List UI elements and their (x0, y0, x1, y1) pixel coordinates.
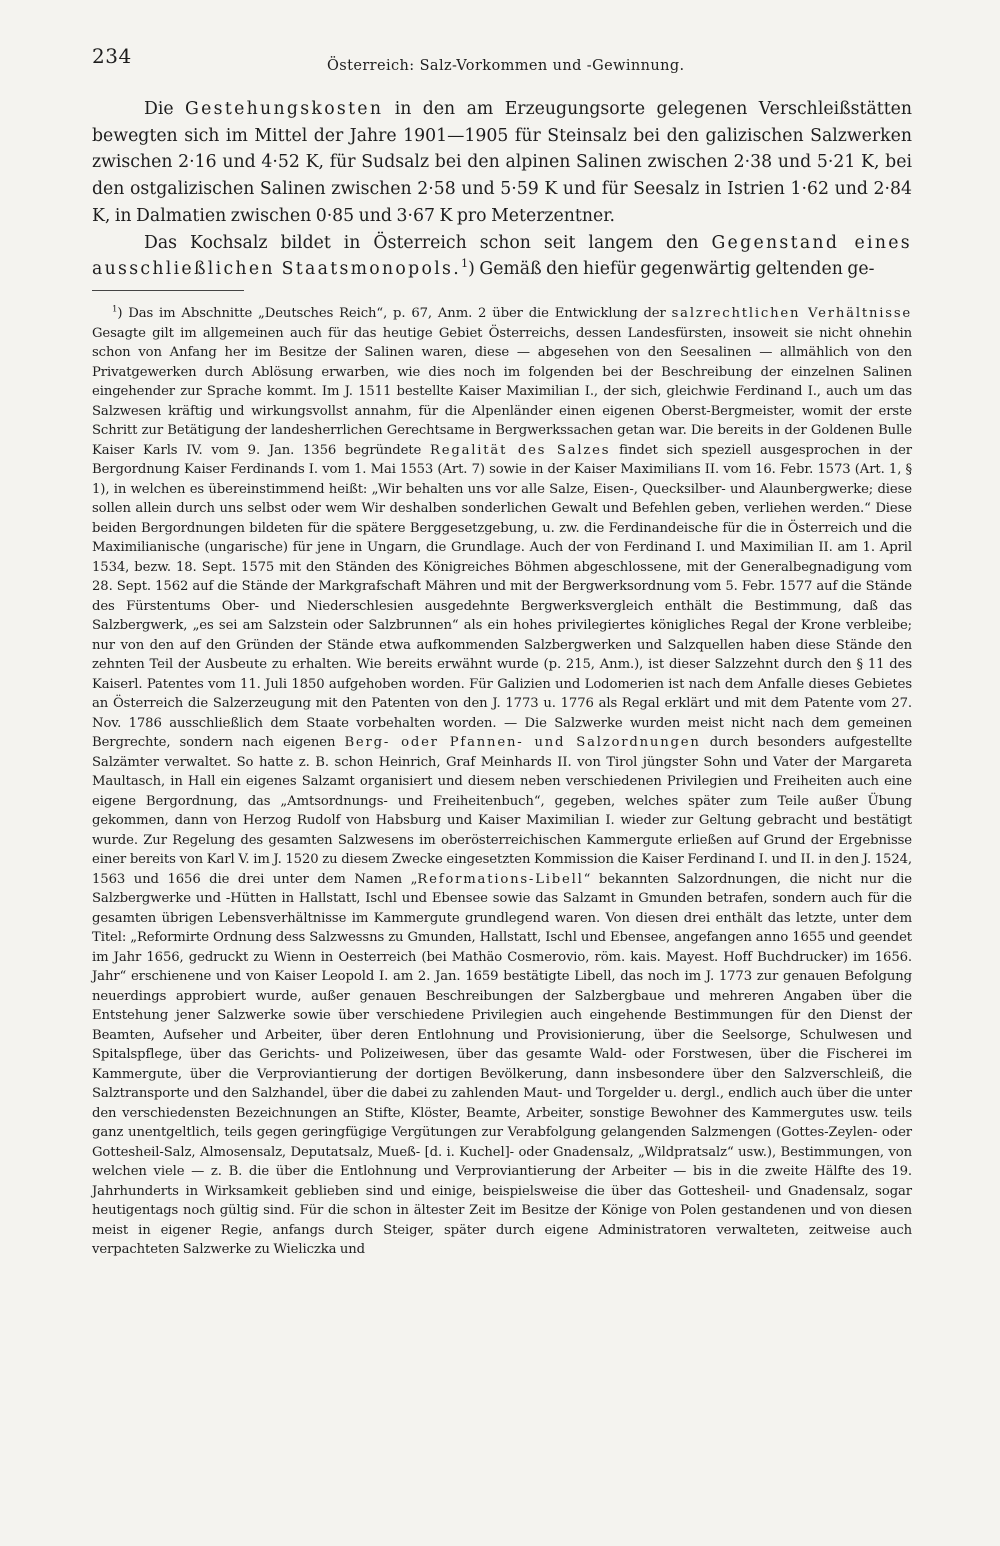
paragraph-production-costs (92, 96, 912, 230)
text-run: ) Das im Abschnitte „Deutsches Reich“, p. 67, Anm. 2 über die Entwicklung der (117, 306, 666, 321)
page-number: 234 (92, 44, 132, 68)
spaced-term: Reformations-Libell (417, 871, 584, 887)
paragraph-salt-monopoly (92, 230, 912, 283)
main-text (92, 96, 912, 283)
text-run: ) Gemäß den hiefür gegenwärtig geltenden ge- (468, 259, 875, 280)
footnote-paragraph (92, 304, 912, 1260)
footnote-mark: 1 (112, 304, 118, 315)
text-run: durch besonders aufgestellte Salzämter verwaltet. So hatte z. B. schon Heinrich, Graf Meinhards II. von Tirol jüngster Sohn und Vater der Margareta Maultasch, in Hall ein eigenes Salzamt organisiert und diesem neben verschiedenen Privilegien und Freiheiten auch eine eigene Bergordnung, das „Amtsordnungs- und Freiheitenbuch“, gegeben, welches später zum Teile außer Übung gekommen, dann von Herzog Rudolf von Habsburg und Kaiser Maximilian I. wieder zur Geltung gebracht und bestätigt wurde. Zur Regelung des gesamten Salzwesens im oberösterreichischen Kammergute erließen auf Grund der Ergebnisse einer bereits von Karl V. im J. 1520 zu diesem Zwecke eingesetzten Kommission die Kaiser Ferdinand I. und II. in den J. 1524, 1563 und 1656 die drei unter dem Namen „ (92, 735, 913, 887)
text-run: Gesagte gilt im allgemeinen auch für das heutige Gebiet Österreichs, dessen Landesfürsten, insoweit sie nicht ohnehin schon von Anfang her im Besitze der Salinen waren, diese — abgesehen von den Seesalinen — allmählich von den Privatgewerken durch Ablösung erwarben, wie dies noch im folgenden bei der Beschreibung der einzelnen Salinen eingehender zur Sprache kommt. Im J. 1511 bestellte Kaiser Maximilian I., der sich, gleichwie Ferdinand I., auch um das Salzwesen kräftig und wirkungsvollst annahm, für die Alpenländer einen eigenen Oberst-Bergmeister, womit der erste Schritt zur Betätigung der landesherrlichen Gerechtsame in Bergwerkssachen getan war. Die bereits in der Goldenen Bulle Kaiser Karls IV. vom 9. Jan. 1356 begründete (92, 325, 912, 458)
footnote-divider (92, 290, 244, 291)
text-run: findet sich speziell ausgesprochen in der Bergordnung Kaiser Ferdinands I. vom 1. Mai 1553 (Art. 7) sowie in der Kaiser Maximilians II. vom 16. Febr. 1573 (Art. 1, § 1), in welchen es übereinstimmend heißt: „Wir behalten uns vor alle Salze, Eisen-, Quecksilber- und Alaunbergwerke; diese sollen allein durch uns selbst oder wem Wir deshalben sonderlichen Gewalt und Befehlen geben, verliehen werden.“ Diese beiden Bergordnungen bildeten für die spätere Berggesetzgebung, u. zw. die Ferdinandeische für die in Österreich und die Maximilianische (ungarische) für jene in Ungarn, die Grundlage. Auch der von Ferdinand I. und Maximilian II. am 1. April 1534, bezw. 18. Sept. 1575 mit den Ständen des Königreiches Böhmen abgeschlossene, mit der Generalbegnadigung vom 28. Sept. 1562 auf die Stände der Markgrafschaft Mähren und mit der Bergwerksordnung vom 5. Febr. 1577 auf die Stände des Fürstentums Ober- und Niederschlesien ausgedehnte Bergwerksvergleich enthält die Bestimmung, daß das Salzbergwerk, „es sei am Salzstein oder Salzbrunnen“ als ein hohes privilegiertes königliches Regal der Krone verbleibe; nur von den auf den Gründen der Stände etwa aufkommenden Salzbergwerken und Salzquellen haben diese Stände den zehnten Teil der Ausbeute zu erhalten. Wie bereits erwähnt wurde (p. 215, Anm.), ist dieser Salzzehnt durch den § 11 des Kaiserl. Patentes vom 11. Juli 1850 aufgehoben worden. Für Galizien und Lodomerien ist nach dem Anfalle dieses Gebietes an Österreich die Salzerzeugung mit den Patenten von den J. 1773 u. 1776 als Regal erklärt und mit dem Patente vom 27. Nov. 1786 ausschließlich dem Staate vorbehalten worden. — Die Salzwerke wurden meist nicht nach dem gemeinen Bergrechte, sondern nach eigenen (92, 442, 912, 750)
page-header (92, 44, 912, 74)
spaced-term: Berg- oder Pfannen- und Salzordnungen (344, 735, 701, 750)
text-run: Das Kochsalz bildet in Österreich schon seit langem den (144, 232, 699, 253)
spaced-term: Gegenstand eines ausschließlichen Staatsmonopols. (92, 232, 912, 280)
text-run: “ bekannten Salzordnungen, die nicht nur die Salzbergwerke und -Hütten in Hallstatt, Ischl und Ebensee sowie das Salzamt in Gmunden betrafen, sondern auch für die gesamten übrigen Lebensverhältnisse im Kammergute grundlegend waren. Von diesen drei enthält das letzte, unter dem Titel: „Reformirte Ordnung dess Salzwessns zu Gmunden, Hallstatt, Ischl und Ebensee, angefangen anno 1655 und geendet im Jahr 1656, gedruckt zu Wienn in Oesterreich (bei Mathäo Cosmerovio, röm. kais. Mayest. Hoff Buchdrucker) im 1656. Jahr“ erschienene und von Kaiser Leopold I. am 2. Jan. 1659 bestätigte Libell, das noch im J. 1773 zur genauen Befolgung neuerdings approbiert wurde, außer genauen Beschreibungen der Salzbergbaue und mehreren Angaben über die Entstehung jener Salzwerke sowie über verschiedene Privilegien auch eingehende Bestimmungen für den Dienst der Beamten, Aufseher und Arbeiter, über deren Entlohnung und Provisionierung, über die Seelsorge, Schulwesen und Spitalspflege, über das Gerichts- und Polizeiwesen, über das gesamte Wald- oder Forstwesen, über die Fischerei im Kammergute, über die Verproviantierung der dortigen Bevölkerung, dann insbesondere über den Salzverschleiß, die Salztransporte und den Salzhandel, über die dabei zu zahlenden Maut- und Torgelder u. dergl., endlich auch über die unter den verschiedensten Bezeichnungen an Stifte, Klöster, Beamte, Arbeiter, sonstige Bewohner des Kammergutes usw. teils ganz unentgeltlich, teils gegen geringfügige Vergütungen zur Verabfolgung gelangenden Salzmengen (Gottes-Zeylen- oder Gottesheil-Salz, Almosensalz, Deputatsalz, Mueß- [d. i. Kuchel]- oder Gnadensalz, „Wildpratsalz“ usw.), Bestimmungen, von welchen viele — z. B. die über die Entlohnung und Verproviantierung der Arbeiter — bis in die zweite Hälfte des 19. Jahrhunderts in Wirksamkeit geblieben sind und einige, beispielsweise die über das Gottesheil- und Gnadensalz, sogar heutigentags noch gültig sind. Für die schon in ältester Zeit im Besitze der Könige von Polen gestandenen und von diesen meist in eigener Regie, anfangs durch Steiger, später durch eigene Administratoren verwalteten, zeitweise auch verpachteten Salzwerke zu Wieliczka und (92, 871, 913, 1257)
spaced-term: salzrechtlichen Verhältnisse (671, 306, 912, 321)
spaced-term: Regalität des Salzes (430, 442, 611, 458)
spaced-term: Gestehungskosten (185, 99, 384, 119)
text-run: Die (144, 99, 174, 119)
text-run: in den am Erzeugungsorte gelegenen Verschleißstätten bewegten sich im Mittel der Jahre 1901—1905 für Steinsalz bei den galizischen Salzwerken zwischen 2·16 und 4·52 K, für Sudsalz bei den alpinen Salinen zwischen 2·38 und 5·21 K, bei den ostgalizischen Salinen zwischen 2·58 und 5·59 K und für Seesalz in Istrien 1·62 und 2·84 K, in Dalmatien zwischen 0·85 und 3·67 K pro Meterzentner. (92, 99, 913, 226)
footnote (92, 304, 912, 1260)
running-title: Österreich: Salz-Vorkommen und -Gewinnung. (327, 58, 685, 74)
footnote-reference: 1 (461, 257, 469, 271)
